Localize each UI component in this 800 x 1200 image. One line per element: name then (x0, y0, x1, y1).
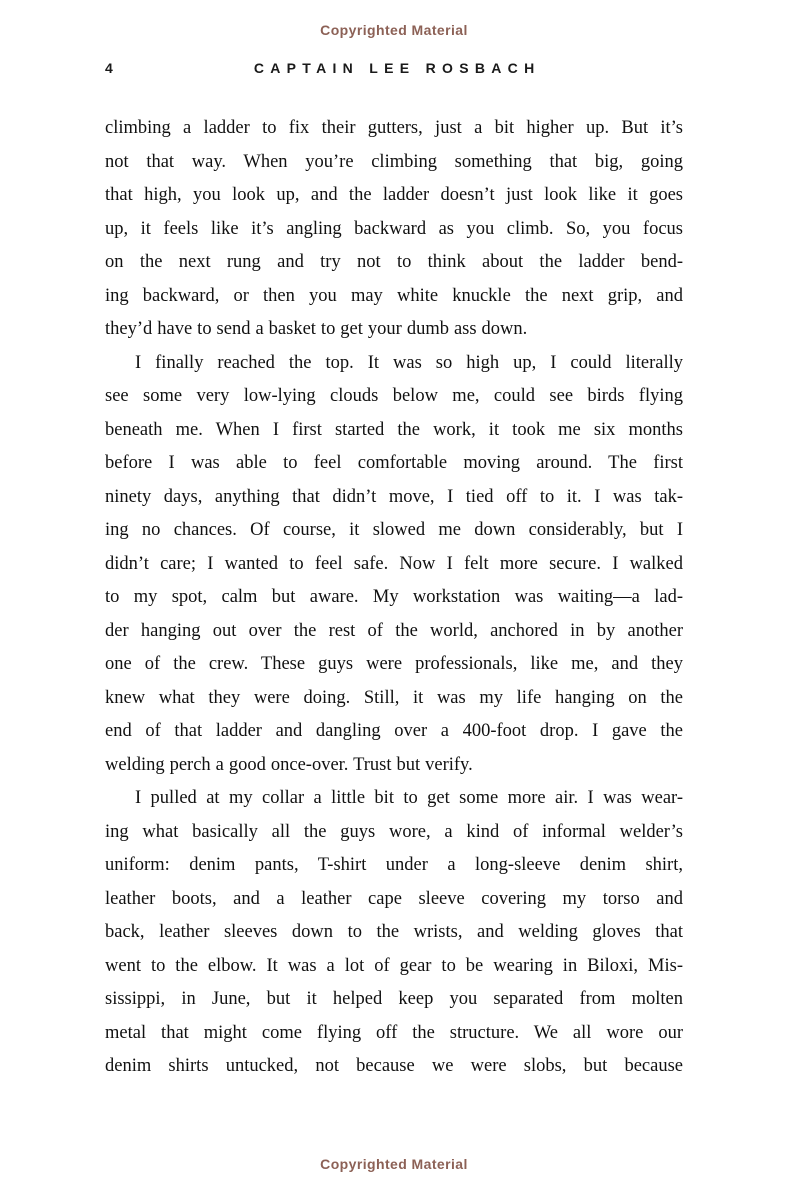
text-line: end of that ladder and dangling over a 400-foot drop. I gave the (105, 721, 683, 741)
running-header: CAPTAIN LEE ROSBACH (253, 60, 541, 76)
page-number: 4 (105, 60, 115, 76)
text-line: up, it feels like it’s angling backward as you climb. So, you focus (105, 218, 683, 239)
text-line: climbing a ladder to fix their gutters, just a bit higher up. But it’s (105, 118, 683, 138)
text-line: welding perch a good once-over. Trust but verify. (105, 754, 473, 775)
text-line: to my spot, calm but aware. My workstation was waiting—a lad- (105, 587, 683, 607)
text-line: knew what they were doing. Still, it was my life hanging on the (105, 687, 683, 708)
copyright-notice-bottom: Copyrighted Material (320, 1156, 468, 1172)
text-line: ing no chances. Of course, it slowed me down considerably, but I (105, 520, 683, 540)
text-line: they’d have to send a basket to get your dumb ass down. (105, 319, 528, 339)
text-line: sissippi, in June, but it helped keep you separated from molten (105, 989, 683, 1009)
text-line: I finally reached the top. It was so high up, I could literally (135, 352, 683, 373)
text-line: ing backward, or then you may white knuckle the next grip, and (105, 285, 683, 306)
page-header (105, 60, 683, 76)
text-line: der hanging out over the rest of the world, anchored in by another (105, 620, 683, 641)
text-line: leather boots, and a leather cape sleeve covering my torso and (105, 888, 683, 909)
text-line: metal that might come flying off the structure. We all wore our (105, 1022, 683, 1043)
text-line: beneath me. When I first started the work, it took me six months (105, 419, 683, 440)
text-line: on the next rung and try not to think about the ladder bend- (105, 252, 683, 272)
text-line: one of the crew. These guys were professionals, like me, and they (105, 654, 683, 674)
text-line: went to the elbow. It was a lot of gear to be wearing in Biloxi, Mis- (105, 955, 683, 976)
text-line: back, leather sleeves down to the wrists, and welding gloves that (105, 922, 683, 942)
copyright-notice-top: Copyrighted Material (320, 22, 468, 38)
text-line: I pulled at my collar a little bit to get some more air. I was wear- (135, 788, 683, 808)
text-line: ninety days, anything that didn’t move, I tied off to it. I was tak- (105, 486, 683, 507)
text-line: denim shirts untucked, not because we were slobs, but because (105, 1056, 683, 1076)
text-line: didn’t care; I wanted to feel safe. Now I felt more secure. I walked (105, 553, 683, 574)
text-line: ing what basically all the guys wore, a kind of informal welder’s (105, 821, 683, 842)
text-line: before I was able to feel comfortable moving around. The first (105, 453, 683, 473)
text-line: that high, you look up, and the ladder doesn’t just look like it goes (105, 185, 683, 205)
body-text (105, 112, 683, 1084)
text-line: see some very low-lying clouds below me, could see birds flying (105, 386, 683, 406)
text-line: not that way. When you’re climbing something that big, going (105, 151, 683, 172)
text-line: uniform: denim pants, T-shirt under a long-sleeve denim shirt, (105, 855, 683, 875)
